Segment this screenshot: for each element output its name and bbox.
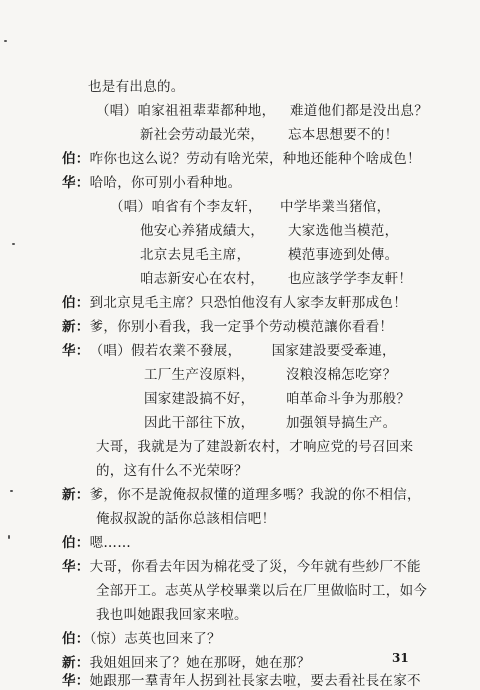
verse-line: [140, 222, 398, 240]
verse-line: [144, 414, 396, 432]
dialogue-line: [62, 294, 407, 312]
verse-line: [96, 102, 428, 120]
line-text: 她跟那一羣青年人拐到社長家去啦，要去看社長在家不: [89, 673, 421, 689]
line-text: 全部开工。志英从学校畢業以后在厂里做临时工，如今: [96, 583, 428, 599]
speaker-label: 伯：: [62, 151, 90, 167]
line-text: 爹，你不是說俺叔叔懂的道理多嗎？我說的你不相信，: [89, 487, 421, 503]
line-text: 大哥，你看去年因为棉花受了災，今年就有些紗厂不能: [89, 559, 421, 575]
text-line: [88, 78, 185, 96]
line-text: 咋你也这么说？劳动有啥光荣，种地还能种个啥成色！: [89, 151, 421, 167]
verse-line: [110, 198, 390, 216]
line-text: 的，这有什么不光荣呀？: [96, 463, 248, 479]
dialogue-line: [62, 174, 241, 192]
text-line: [96, 438, 413, 456]
scan-speck: [12, 243, 15, 245]
text-line: [96, 510, 275, 528]
verse-first-half: 他安心养猪成績大，: [140, 223, 265, 239]
verse-second-half: 咱革命斗争为那般？: [286, 391, 411, 407]
dialogue-line: [62, 150, 421, 168]
dialogue-line: [62, 654, 310, 672]
line-text: （惊）志英也回来了？: [89, 631, 221, 647]
verse-second-half: 模范事迹到处傳。: [288, 247, 399, 263]
speaker-label: 伯：: [62, 535, 90, 551]
verse-first-half: （唱）咱省有个李友轩，: [110, 199, 262, 215]
verse-second-half: 也应該学学李友軒！: [288, 271, 413, 287]
verse-line: [140, 270, 412, 288]
speaker-label: 新：: [62, 655, 90, 671]
verse-line: [144, 390, 410, 408]
verse-line: [140, 126, 398, 144]
speaker-label: 伯：: [62, 631, 90, 647]
verse-first-half: 因此干部往下放，: [144, 415, 255, 431]
line-text: 大哥，我就是为了建設新农村，才响应党的号召回来: [96, 439, 414, 455]
verse-first-half: 国家建設搞不好，: [144, 391, 255, 407]
dialogue-line: [62, 672, 421, 690]
dialogue-line: [62, 630, 221, 648]
dialogue-line: [62, 558, 421, 576]
page-number: 31: [392, 651, 409, 665]
verse-first-half: （唱）咱家祖祖辈辈都种地，: [96, 103, 276, 119]
verse-line: [140, 246, 398, 264]
speaker-label: 华：: [62, 343, 90, 359]
verse-second-half: 中学毕業当猪倌，: [280, 199, 391, 215]
verse-first-half: 工厂生产沒原料，: [144, 367, 255, 383]
dialogue-line: [62, 318, 393, 336]
speaker-label: 华：: [62, 175, 90, 191]
dialogue-line: [62, 534, 131, 552]
line-text: 我也叫她跟我回家来啦。: [96, 607, 248, 623]
verse-second-half: 国家建設要受牽連，: [271, 343, 396, 359]
text-line: [96, 582, 427, 600]
dialogue-line: [62, 486, 421, 504]
speaker-label: 华：: [62, 673, 90, 689]
line-text: 俺叔叔說的話你总該相信吧！: [96, 511, 276, 527]
speaker-label: 华：: [62, 559, 90, 575]
line-text: 嗯……: [89, 535, 132, 551]
line-text: 爹，你别小看我，我一定爭个劳动模范讓你看看！: [89, 319, 394, 335]
line-text: 哈哈，你可别小看种地。: [89, 175, 242, 191]
verse-second-half: 沒粮沒棉怎吃穿？: [286, 367, 397, 383]
verse-first-half: 北京去見毛主席，: [140, 247, 251, 263]
speaker-label: 伯：: [62, 295, 90, 311]
verse-first-half: （唱）假若农業不發展，: [89, 343, 242, 359]
scan-speck: [4, 40, 7, 42]
verse-second-half: 难道他们都是没出息？: [290, 103, 428, 119]
verse-first-half: 咱志新安心在农村，: [140, 271, 265, 287]
line-text: 到北京見毛主席？只恐怕他沒有人家李友軒那成色！: [89, 295, 408, 311]
verse-second-half: 忘本思想要不的！: [288, 127, 399, 143]
verse-line: [144, 366, 396, 384]
line-text: 也是有出息的。: [88, 79, 185, 95]
verse-second-half: 加强領导搞生产。: [286, 415, 397, 431]
speaker-label: 新：: [62, 487, 90, 503]
speaker-label: 新：: [62, 319, 90, 335]
dialogue-line: [62, 342, 396, 360]
line-text: 我姐姐回来了？她在那呀，她在那？: [89, 655, 311, 671]
scan-speck: [8, 535, 10, 539]
verse-second-half: 大家选他当模范，: [288, 223, 399, 239]
scan-speck: [10, 490, 13, 492]
text-line: [96, 606, 248, 624]
text-line: [96, 462, 248, 480]
verse-first-half: 新社会劳动最光荣，: [140, 127, 265, 143]
